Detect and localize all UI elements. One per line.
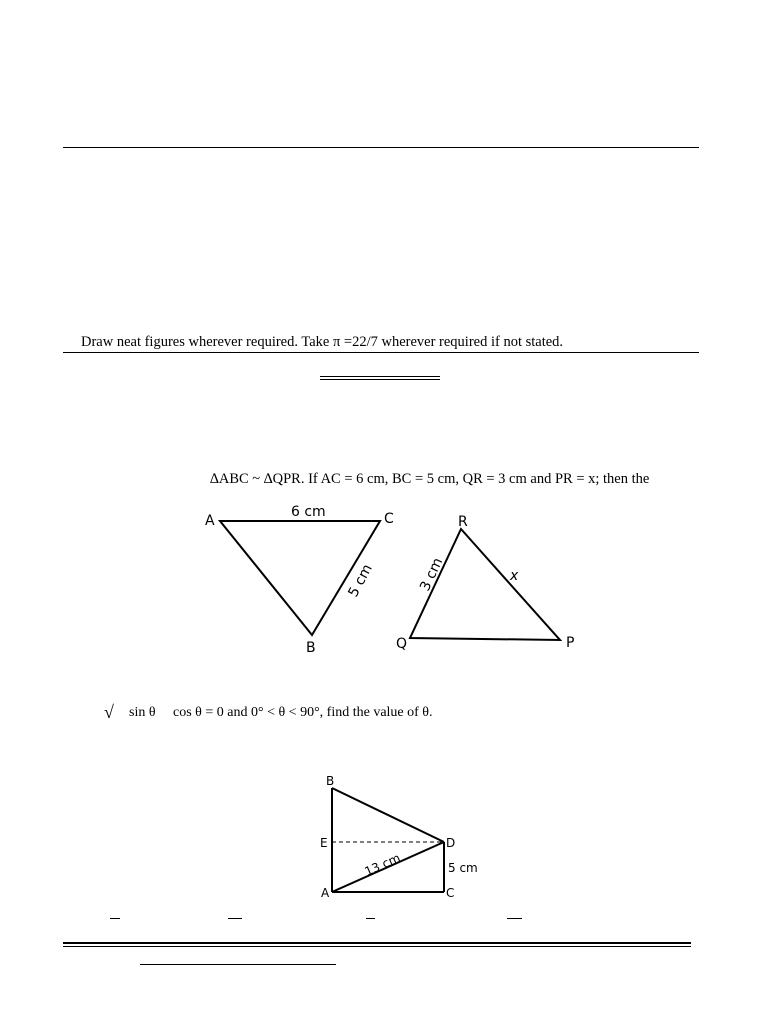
label-fig-b: B: [326, 774, 335, 788]
footnote-rule: [140, 964, 336, 965]
label-p: P: [566, 635, 575, 651]
label-fig-e: E: [320, 836, 328, 850]
bottom-rule-1: [63, 942, 691, 944]
option-mark-1: [110, 918, 120, 919]
label-bc-length: 5 cm: [345, 561, 376, 600]
trig-question-text: cos θ = 0 and 0° < θ < 90°, find the value of θ.: [173, 705, 433, 720]
label-q: Q: [396, 636, 408, 652]
sqrt-symbol: √: [104, 702, 114, 722]
option-mark-4: [507, 918, 522, 919]
label-c: C: [384, 511, 394, 527]
option-mark-3: [366, 918, 375, 919]
label-ac-length: 6 cm: [291, 504, 326, 520]
label-qr-length: 3 cm: [417, 555, 447, 594]
label-fig-d: D: [446, 836, 456, 850]
trig-sin-term: sin θ: [129, 705, 156, 720]
label-fig-ad-length: 13 cm: [362, 850, 403, 879]
label-r: R: [458, 514, 468, 530]
label-a: A: [205, 513, 215, 529]
label-fig-dc-length: 5 cm: [448, 861, 478, 875]
label-fig-a: A: [321, 886, 330, 900]
label-pr-length: x: [510, 568, 519, 584]
option-mark-2: [228, 918, 242, 919]
general-instructions: Draw neat figures wherever required. Take π =22/7 wherever required if not stated.: [81, 334, 564, 350]
bottom-rule-2: [63, 946, 691, 947]
label-b: B: [306, 640, 316, 656]
label-fig-c: C: [446, 886, 455, 900]
triangles-question-text: ∆ABC ~ ∆QPR. If AC = 6 cm, BC = 5 cm, QR = 3 cm and PR = x; then the: [210, 471, 650, 487]
